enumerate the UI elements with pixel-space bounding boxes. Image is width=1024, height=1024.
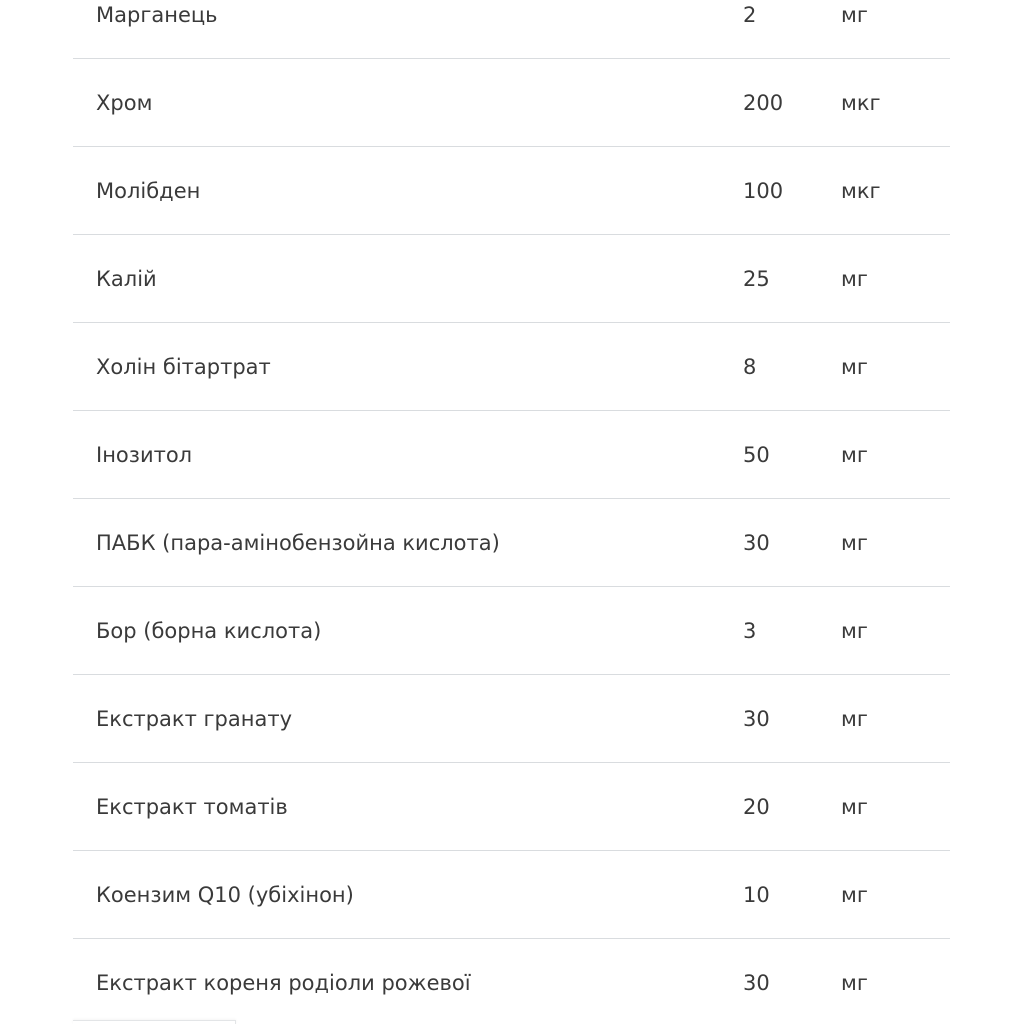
ingredient-amount: 25 [743, 267, 770, 291]
ingredient-name: Інозитол [96, 443, 193, 467]
table-row [73, 499, 950, 587]
table-row [73, 763, 950, 851]
ingredient-amount: 200 [743, 91, 784, 115]
ingredient-name: Калій [96, 267, 157, 291]
ingredient-name: Хром [96, 91, 153, 115]
ingredient-unit: мг [841, 355, 868, 379]
ingredient-unit: мг [841, 795, 868, 819]
table-row [73, 0, 950, 59]
table-row [73, 851, 950, 939]
ingredient-name: Молібден [96, 179, 201, 203]
ingredient-amount: 50 [743, 443, 770, 467]
ingredient-amount: 8 [743, 355, 757, 379]
ingredient-name: Екстракт гранату [96, 707, 293, 731]
table-row [73, 675, 950, 763]
ingredient-name: Холін бітартрат [96, 355, 271, 379]
table-row [73, 323, 950, 411]
table-row [73, 411, 950, 499]
ingredient-name: Екстракт томатів [96, 795, 288, 819]
ingredient-name: Бор (борна кислота) [96, 619, 322, 643]
ingredient-unit: мг [841, 267, 868, 291]
ingredient-amount: 2 [743, 3, 757, 27]
ingredient-unit: мкг [841, 179, 881, 203]
ingredient-amount: 100 [743, 179, 784, 203]
ingredient-name: ПАБК (пара-амінобензойна кислота) [96, 531, 500, 555]
ingredient-amount: 20 [743, 795, 770, 819]
ingredient-name: Екстракт кореня родіоли рожевої [96, 971, 471, 995]
ingredient-name: Коензим Q10 (убіхінон) [96, 883, 354, 907]
ingredient-unit: мг [841, 3, 868, 27]
ingredient-amount: 3 [743, 619, 757, 643]
ingredient-amount: 10 [743, 883, 770, 907]
ingredient-amount: 30 [743, 707, 770, 731]
table-row [73, 587, 950, 675]
ingredient-unit: мкг [841, 91, 881, 115]
table-row [73, 939, 950, 1024]
ingredient-amount: 30 [743, 531, 770, 555]
ingredients-table [73, 0, 950, 1024]
table-row [73, 147, 950, 235]
ingredient-amount: 30 [743, 971, 770, 995]
partial-panel-edge [73, 1020, 236, 1024]
ingredient-unit: мг [841, 707, 868, 731]
ingredient-unit: мг [841, 619, 868, 643]
ingredient-unit: мг [841, 443, 868, 467]
ingredient-unit: мг [841, 531, 868, 555]
ingredient-name: Марганець [96, 3, 218, 27]
table-row [73, 235, 950, 323]
ingredient-unit: мг [841, 883, 868, 907]
table-row [73, 59, 950, 147]
ingredient-unit: мг [841, 971, 868, 995]
